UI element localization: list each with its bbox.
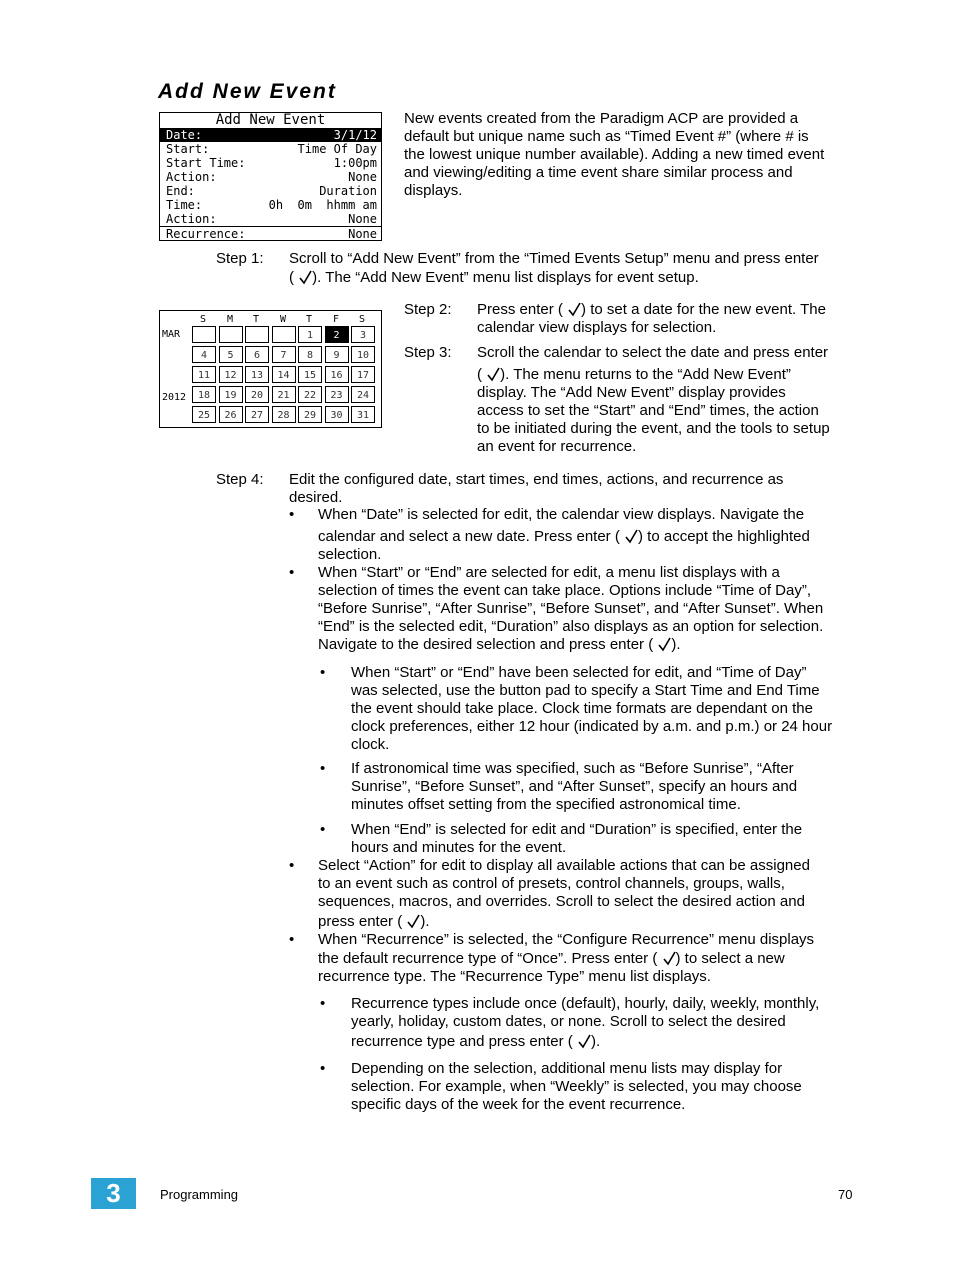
bullet-line: When “Recurrence” is selected, the “Configure Recurrence” menu displays (318, 931, 815, 948)
bullet-marker: • (320, 995, 326, 1012)
lcd-label: End: (166, 184, 195, 198)
check-icon (486, 366, 500, 382)
day-of-week: W (280, 314, 287, 325)
bullet-line: specific days of the week for the event recurrence. (351, 1096, 686, 1113)
lcd-value: Duration (319, 184, 377, 198)
bullet-recurrence (318, 931, 868, 986)
calendar-day-cell: 17 (351, 366, 375, 383)
bullet-line: When “Start” or “End” have been selected for edit, and “Time of Day” (351, 664, 807, 681)
bullet-line: When “Start” or “End” are selected for edit, a menu list displays with a (318, 564, 780, 581)
lcd-label: Start Time: (166, 156, 246, 170)
page-number: 70 (838, 1187, 853, 1202)
lcd-value: None (348, 212, 377, 226)
text-fragment: Navigate to the desired selection and press enter ( (318, 636, 654, 653)
section-title: Add New Event (158, 80, 337, 103)
lcd-value: None (348, 170, 377, 184)
calendar-day-cell: 10 (351, 346, 375, 363)
lcd-value: None (348, 227, 377, 241)
day-of-week: S (359, 314, 366, 325)
intro-line: default but unique name such as “Timed Event #” (where # is (404, 128, 809, 145)
step-4-line: Edit the configured date, start times, end times, actions, and recurrence as (289, 471, 784, 488)
lcd-label: Start: (166, 142, 210, 156)
calendar-day-cell (245, 326, 269, 343)
bullet-marker: • (289, 506, 295, 523)
step-4-label: Step 4: (216, 471, 264, 488)
calendar-day-cell: 18 (192, 386, 216, 403)
calendar-day-cell (219, 326, 243, 343)
bullet-line (318, 950, 868, 968)
calendar-day-cell: 6 (245, 346, 269, 363)
lcd-header: Add New Event (215, 112, 326, 128)
bullet-line: “Before Sunrise”, “After Sunrise”, “Before Sunset”, and “After Sunset”. When (318, 600, 824, 617)
step-3-line (477, 366, 857, 384)
bullet-line: selection of times the event can take place. Options include “Time of Day”, (318, 582, 812, 599)
check-icon (298, 269, 312, 285)
calendar-day-cell: 9 (325, 346, 349, 363)
bullet-line (318, 636, 868, 654)
calendar-day-cell (272, 326, 296, 343)
bullet-line: Depending on the selection, additional menu lists may display for (351, 1060, 783, 1077)
bullet-line: “End” is the selected edit, “Duration” also displays as an option for selection. (318, 618, 824, 635)
intro-paragraph (404, 110, 824, 200)
subbullet-time-of-day (351, 664, 871, 754)
subbullet-additional-menus (351, 1060, 871, 1114)
calendar-day-cell: 16 (325, 366, 349, 383)
calendar-day-cell: 21 (272, 386, 296, 403)
bullet-line: selection. (318, 546, 382, 563)
bullet-date-edit (318, 506, 858, 564)
lcd-row-time (160, 198, 381, 212)
step-2-text (477, 301, 857, 337)
text-fragment: ). (420, 913, 430, 930)
step-2-line: calendar view displays for selection. (477, 319, 717, 336)
lcd-add-new-event-panel (159, 112, 382, 241)
calendar-day-cell: 25 (192, 406, 216, 423)
calendar-day-cell: 3 (351, 326, 375, 343)
bullet-line: recurrence type. The “Recurrence Type” menu list displays. (318, 968, 711, 985)
calendar-day-cell: 26 (219, 406, 243, 423)
lcd-label: Action: (166, 170, 217, 184)
step-3-text (477, 344, 857, 456)
bullet-line: Recurrence types include once (default), hourly, daily, weekly, monthly, (351, 995, 820, 1012)
lcd-row-recurrence (160, 226, 381, 241)
calendar-day-cell: 19 (219, 386, 243, 403)
bullet-line: When “Date” is selected for edit, the calendar view displays. Navigate the (318, 506, 805, 523)
calendar-day-cell: 31 (351, 406, 375, 423)
step-3-line: display. The “Add New Event” display provides (477, 384, 786, 401)
text-fragment: press enter ( (318, 913, 403, 930)
bullet-line: to an event such as control of presets, control channels, groups, walls, (318, 875, 785, 892)
bullet-line: sequences, macros, and overrides. Scroll to select the desired action and (318, 893, 805, 910)
bullet-line: hours and minutes for the event. (351, 839, 567, 856)
bullet-line: was selected, use the button pad to specify a Start Time and End Time (351, 682, 820, 699)
step-4-line: desired. (289, 489, 343, 506)
intro-line: and viewing/editing a time event share similar process and (404, 164, 793, 181)
step-1-line: Scroll to “Add New Event” from the “Timed Events Setup” menu and press enter (289, 250, 819, 267)
calendar-day-cell: 5 (219, 346, 243, 363)
check-icon (567, 301, 581, 317)
check-icon (406, 913, 420, 929)
text-fragment: ) to set a date for the new event. The (581, 301, 826, 318)
lcd-label: Time: (166, 198, 203, 212)
bullet-action-edit (318, 857, 868, 931)
calendar-day-cell: 30 (325, 406, 349, 423)
intro-line: displays. (404, 182, 463, 199)
text-fragment: ( (289, 269, 299, 286)
calendar-day-cell: 23 (325, 386, 349, 403)
chapter-number: 3 (106, 1178, 121, 1208)
calendar-day-cell: 20 (245, 386, 269, 403)
calendar-month: MAR (162, 329, 181, 340)
text-fragment: calendar and select a new date. Press enter ( (318, 528, 620, 545)
bullet-line: Select “Action” for edit to display all available actions that can be assigned (318, 857, 810, 874)
calendar-day-cell: 11 (192, 366, 216, 383)
bullet-line: the event should take place. Clock time formats are dependant on the (351, 700, 813, 717)
bullet-line: yearly, holiday, custom dates, or none. Scroll to select the desired (351, 1013, 786, 1030)
bullet-marker: • (320, 1060, 326, 1077)
step-3-label: Step 3: (404, 344, 452, 361)
step-3-line: to be initiated during the event, and the tools to setup (477, 420, 830, 437)
lcd-value: 1:00pm (333, 156, 377, 170)
calendar-day-cell (192, 326, 216, 343)
subbullet-duration (351, 821, 871, 857)
subbullet-recurrence-types (351, 995, 871, 1051)
lcd-label: Action: (166, 212, 217, 226)
lcd-row-end-action (160, 212, 381, 226)
calendar-day-cell: 4 (192, 346, 216, 363)
calendar-day-cell: 28 (272, 406, 296, 423)
calendar-day-cell: 27 (245, 406, 269, 423)
bullet-line: Sunrise”, “Before Sunset”, and “After Sunset”, specify an hours and (351, 778, 798, 795)
text-fragment: ( (477, 366, 482, 383)
step-3-line: access to set the “Start” and “End” times, the action (477, 402, 819, 419)
bullet-line: clock. (351, 736, 390, 753)
lcd-row-end (160, 184, 381, 198)
step-1-line (289, 269, 859, 287)
lcd-row-action (160, 170, 381, 184)
check-icon (577, 1033, 591, 1049)
text-fragment: ) to select a new (675, 950, 785, 967)
text-fragment: ). The menu returns to the “Add New Event” (500, 366, 791, 383)
calendar-day-cell: 15 (298, 366, 322, 383)
lcd-value: Time Of Day (297, 142, 377, 156)
day-of-week: T (306, 314, 313, 325)
text-fragment: the default recurrence type of “Once”. Press enter ( (318, 950, 658, 967)
bullet-marker: • (289, 564, 295, 581)
bullet-line: minutes offset setting from the specified astronomical time. (351, 796, 741, 813)
text-fragment: ). (590, 1033, 601, 1050)
step-2-label: Step 2: (404, 301, 452, 318)
day-of-week: S (200, 314, 207, 325)
check-icon (657, 636, 671, 652)
lcd-label: Date: (166, 128, 203, 142)
bullet-line (351, 1033, 871, 1051)
bullet-line (318, 913, 868, 931)
bullet-line: When “End” is selected for edit and “Duration” is specified, enter the (351, 821, 803, 838)
step-3-line: an event for recurrence. (477, 438, 637, 455)
bullet-line (318, 528, 858, 546)
step-1-text (289, 250, 859, 287)
intro-line: New events created from the Paradigm ACP are provided a (404, 110, 799, 127)
bullet-line: selection. For example, when “Weekly” is selected, you may choose (351, 1078, 802, 1095)
lcd-label: Recurrence: (166, 227, 246, 241)
bullet-marker: • (289, 931, 295, 948)
lcd-row-start (160, 142, 381, 156)
day-of-week: M (227, 314, 234, 325)
text-fragment: ). (671, 636, 681, 653)
calendar-day-cell: 2 (325, 326, 349, 343)
day-of-week: F (333, 314, 340, 325)
calendar-day-cell: 12 (219, 366, 243, 383)
calendar-view-panel (159, 310, 382, 428)
bullet-marker: • (289, 857, 295, 874)
bullet-line: If astronomical time was specified, such as “Before Sunrise”, “After (351, 760, 794, 777)
text-fragment: ). The “Add New Event” menu list displays for event setup. (312, 269, 699, 286)
calendar-year: 2012 (162, 392, 187, 403)
bullet-line: clock preferences, either 12 hour (indicated by a.m. and p.m.) or 24 hour (351, 718, 833, 735)
bullet-marker: • (320, 821, 326, 838)
chapter-tab (91, 1178, 136, 1209)
calendar-day-cell: 24 (351, 386, 375, 403)
subbullet-astronomical (351, 760, 871, 814)
lcd-row-date (160, 128, 381, 142)
check-icon (624, 528, 638, 544)
check-icon (662, 950, 676, 966)
lcd-row-start-time (160, 156, 381, 170)
step-3-line: Scroll the calendar to select the date and press enter (477, 344, 829, 361)
text-fragment: recurrence type and press enter ( (351, 1033, 573, 1050)
step-2-line (477, 301, 857, 319)
text-fragment: ) to accept the highlighted (638, 528, 810, 545)
text-fragment: Press enter ( (477, 301, 563, 318)
lcd-value: 3/1/12 (333, 128, 377, 142)
step-4-text (289, 471, 859, 507)
calendar-day-cell: 1 (298, 326, 322, 343)
calendar-day-cell: 7 (272, 346, 296, 363)
calendar-day-cell: 22 (298, 386, 322, 403)
bullet-marker: • (320, 760, 326, 777)
lcd-value: 0h 0m hhmm am (268, 198, 377, 212)
calendar-day-cell: 29 (298, 406, 322, 423)
calendar-day-cell: 13 (245, 366, 269, 383)
bullet-marker: • (320, 664, 326, 681)
bullet-start-end-edit (318, 564, 868, 654)
footer-section: Programming (160, 1187, 239, 1202)
day-of-week: T (253, 314, 260, 325)
calendar-day-cell: 8 (298, 346, 322, 363)
calendar-day-cell: 14 (272, 366, 296, 383)
step-1-label: Step 1: (216, 250, 264, 267)
intro-line: the lowest unique number available). Adding a new timed event (404, 146, 825, 163)
